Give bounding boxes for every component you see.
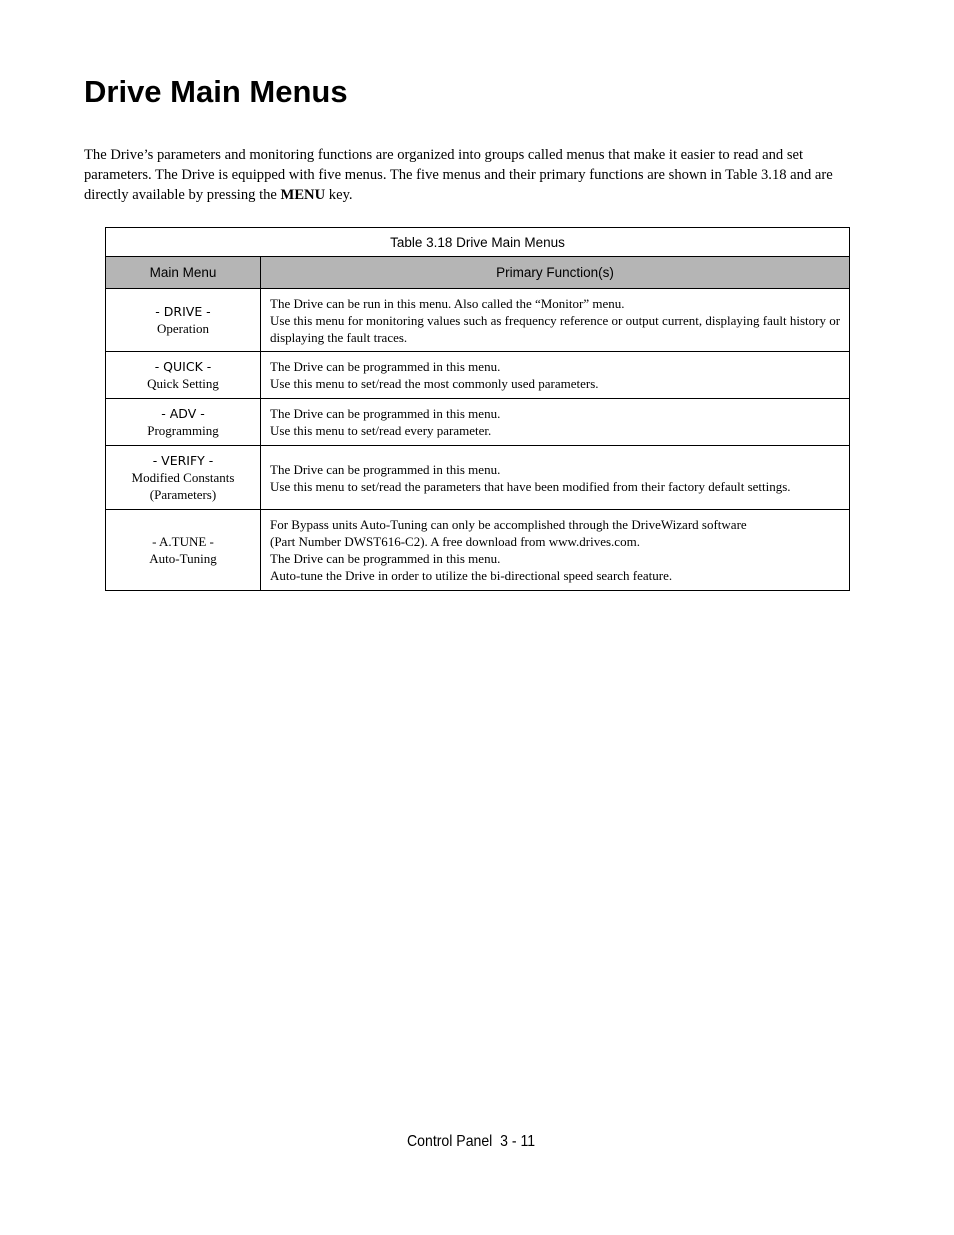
column-header-main-menu: Main Menu <box>106 257 261 289</box>
function-line: The Drive can be programmed in this menu. <box>270 359 501 374</box>
function-line: (Part Number DWST616-C2). A free download from www.drives.com. <box>270 534 640 549</box>
menu-subtitle: Quick Setting <box>147 376 219 391</box>
function-line: The Drive can be programmed in this menu. <box>270 406 501 421</box>
menu-name: - QUICK - <box>154 359 212 374</box>
function-line: For Bypass units Auto-Tuning can only be accomplished through the DriveWizard software <box>270 517 747 532</box>
function-cell-adv <box>261 399 850 446</box>
function-cell-drive <box>261 289 850 352</box>
function-cell-atune <box>261 510 850 591</box>
intro-paragraph <box>84 145 874 205</box>
menu-subtitle: (Parameters) <box>149 487 217 502</box>
menu-subtitle: Operation <box>157 321 209 336</box>
function-line: Use this menu to set/read the most commonly used parameters. <box>270 376 599 391</box>
table-row-verify <box>106 446 850 510</box>
function-cell-quick <box>261 352 850 399</box>
function-line: The Drive can be run in this menu. Also called the “Monitor” menu. <box>270 295 625 311</box>
function-line: Use this menu to set/read every parameter. <box>270 423 492 438</box>
menu-cell-atune <box>106 510 261 591</box>
table-caption-row <box>106 228 850 257</box>
table-caption: Table 3.18 Drive Main Menus <box>106 228 850 257</box>
table-row-quick <box>106 352 850 399</box>
page-footer: Control Panel 3 - 11 <box>407 1133 536 1150</box>
intro-text: The Drive’s parameters and monitoring functions are organized into groups called menus that make it easier to read and set parameters. The Drive is equipped with five menus. The five menus and their primary functions are shown in Table 3.18 and are directly available by pressing the <box>84 147 833 203</box>
drive-main-menus-table <box>105 227 850 591</box>
page-title: Drive Main Menus <box>84 74 348 109</box>
menu-name: - VERIFY - <box>152 453 214 468</box>
menu-subtitle: Auto-Tuning <box>149 551 217 566</box>
menu-cell-adv <box>106 399 261 446</box>
table-row-adv <box>106 399 850 446</box>
function-line: The Drive can be programmed in this menu. <box>270 461 501 477</box>
menu-name: - DRIVE - <box>155 304 211 319</box>
function-line: Auto-tune the Drive in order to utilize the bi-directional speed search feature. <box>270 568 673 583</box>
intro-text-end: key. <box>325 187 353 203</box>
column-header-primary-functions: Primary Function(s) <box>261 257 850 289</box>
function-line: The Drive can be programmed in this menu. <box>270 551 501 566</box>
table-header-row <box>106 257 850 289</box>
menu-cell-quick <box>106 352 261 399</box>
menu-subtitle: Modified Constants <box>131 470 235 485</box>
menu-subtitle: Programming <box>147 423 219 438</box>
menu-name: - ADV - <box>161 406 205 421</box>
table-row-atune <box>106 510 850 591</box>
menu-key-label: MENU <box>280 187 326 203</box>
menu-name: - A.TUNE - <box>152 534 214 549</box>
menu-cell-verify <box>106 446 261 510</box>
function-line: Use this menu to set/read the parameters that have been modified from their factory default settings. <box>270 478 791 494</box>
function-cell-verify <box>261 446 850 510</box>
menu-cell-drive <box>106 289 261 352</box>
table-row-drive <box>106 289 850 352</box>
function-line: Use this menu for monitoring values such as frequency reference or output current, displaying fault history or displaying the fault traces. <box>270 312 841 345</box>
